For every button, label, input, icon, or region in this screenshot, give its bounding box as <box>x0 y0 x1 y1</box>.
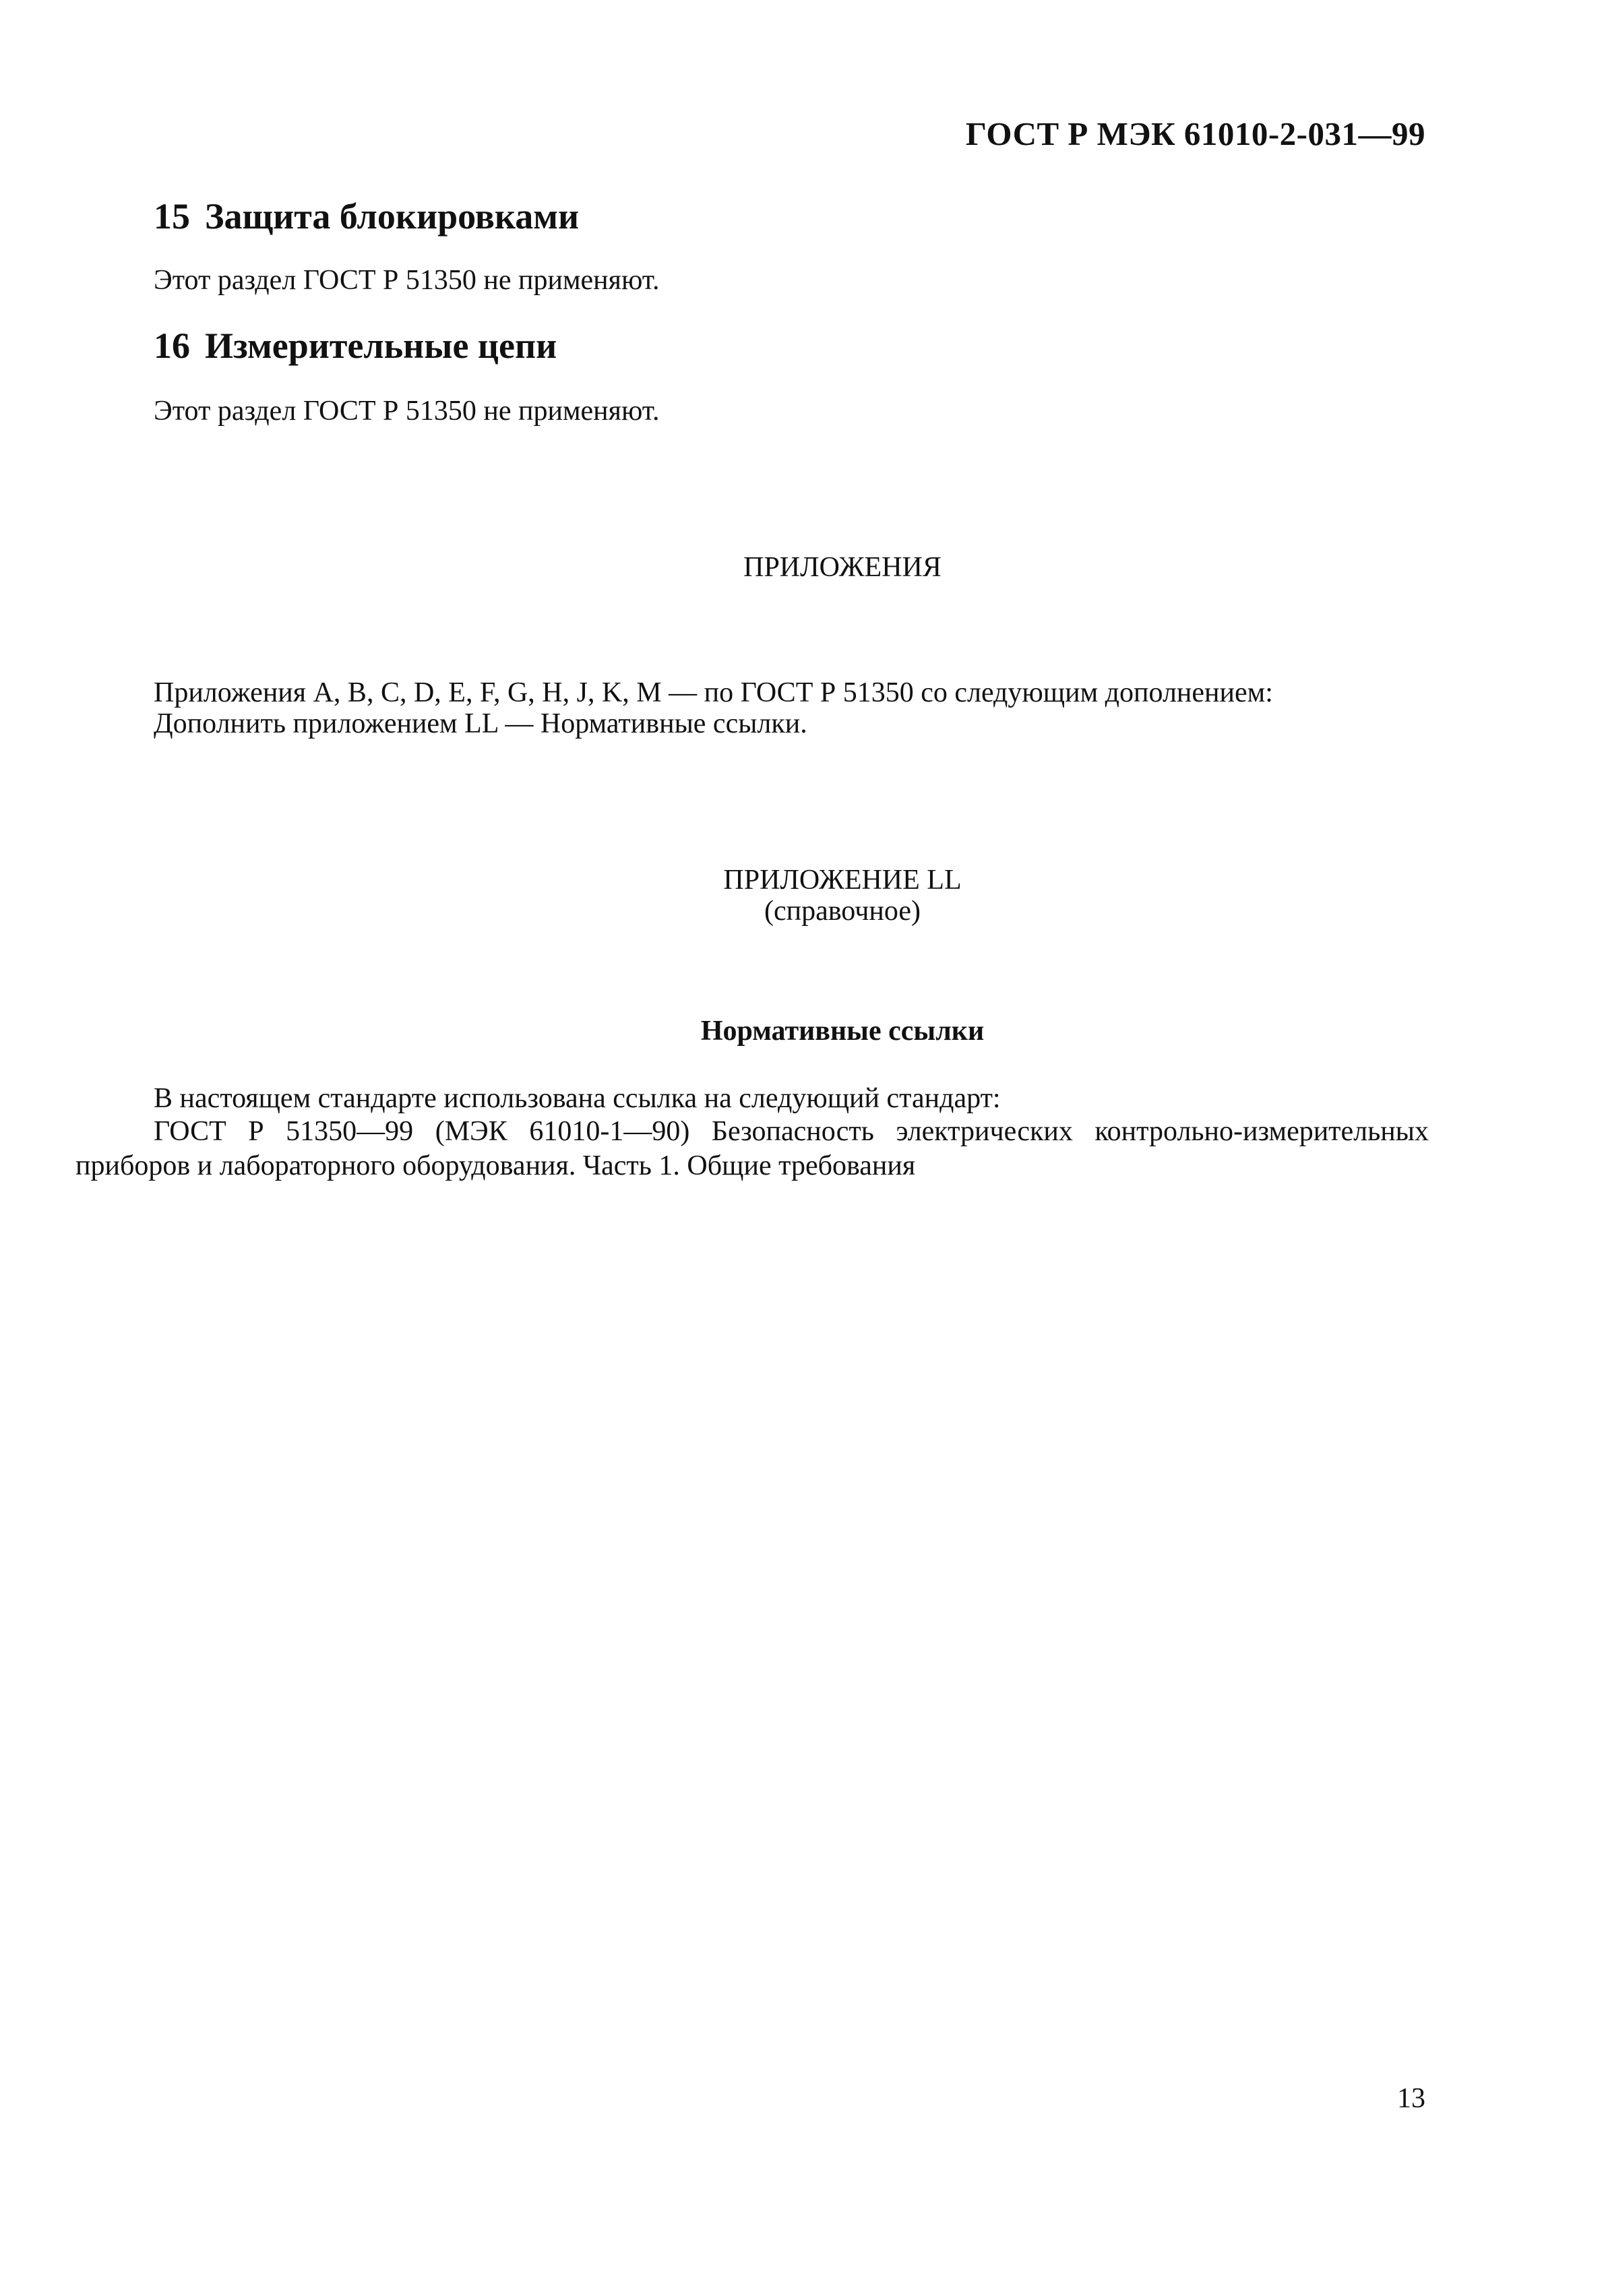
page-number: 13 <box>1397 2083 1425 2114</box>
reference-intro: В настоящем стандарте использована ссылка на следующий стандарт: <box>154 1083 1001 1114</box>
running-header: ГОСТ Р МЭК 61010-2-031—99 <box>965 115 1425 152</box>
section-number: 16 <box>154 325 190 366</box>
appendices-line-2: Дополнить приложением LL — Нормативные ссылки. <box>154 708 807 739</box>
section-number: 15 <box>154 196 190 237</box>
appendix-ll-title: ПРИЛОЖЕНИЕ LL <box>723 865 962 896</box>
section-15-text: Этот раздел ГОСТ Р 51350 не применяют. <box>154 265 660 296</box>
section-heading-15 <box>154 195 579 237</box>
reference-entry: ГОСТ Р 51350—99 (МЭК 61010-1—90) Безопасность электрических контрольно-измерительных приборов и лабораторного оборудования. Часть 1. Общие требования <box>75 1116 1429 1181</box>
appendix-ll-status: (справочное) <box>764 896 921 927</box>
appendices-heading: ПРИЛОЖЕНИЯ <box>743 552 942 583</box>
section-16-text: Этот раздел ГОСТ Р 51350 не применяют. <box>154 396 660 427</box>
section-heading-16 <box>154 325 557 367</box>
appendix-ll-subtitle: Нормативные ссылки <box>700 1016 985 1047</box>
section-title: Защита блокировками <box>205 196 580 237</box>
section-title: Измерительные цепи <box>205 325 557 366</box>
appendices-line-1: Приложения A, B, C, D, E, F, G, H, J, K, M — по ГОСТ Р 51350 со следующим дополнением: <box>154 677 1273 708</box>
